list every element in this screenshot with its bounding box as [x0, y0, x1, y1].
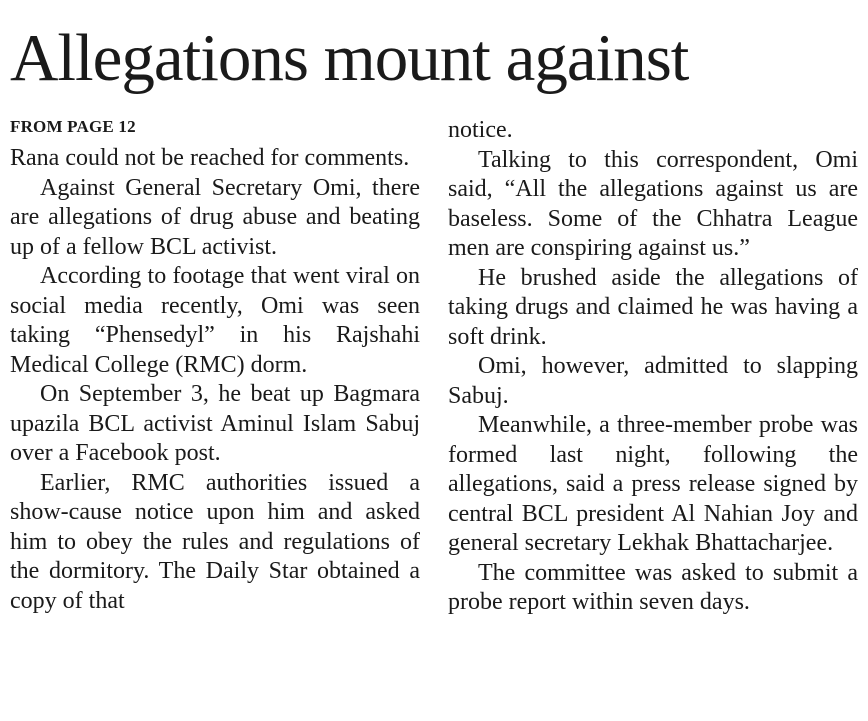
paragraph: notice.	[448, 117, 513, 143]
paragraph: On September 3, he beat up Bagmara upazila BCL activist Aminul Islam Sabuj over a Facebook post.	[10, 381, 420, 466]
paragraph: Meanwhile, a three-member probe was formed last night, following the allegations, said a press release signed by central BCL president Al Nahian Joy and general secretary Lekhak Bhattacharjee.	[448, 412, 858, 556]
paragraph: Earlier, RMC authorities issued a show-cause notice upon him and asked him to obey the rules and regulations of the dormitory. The Daily Star obtained a copy of that	[10, 469, 420, 614]
article-column-right	[448, 116, 858, 618]
paragraph: Talking to this correspondent, Omi said, “All the allegations against us are baseless. Some of the Chhatra League men are conspiring against us.”	[448, 146, 858, 261]
paragraph: Rana could not be reached for comments.	[10, 145, 410, 171]
jump-label: FROM PAGE 12	[10, 117, 136, 136]
paragraph: Against General Secretary Omi, there are allegations of drug abuse and beating up of a fellow BCL activist.	[10, 174, 420, 260]
headline: Allegations mount against	[10, 21, 689, 95]
paragraph: The committee was asked to submit a probe report within seven days.	[448, 559, 858, 615]
paragraph: He brushed aside the allegations of taking drugs and claimed he was having a soft drink.	[448, 264, 858, 350]
article-column-left	[10, 114, 420, 616]
paragraph: Omi, however, admitted to slapping Sabuj.	[448, 353, 858, 409]
paragraph: According to footage that went viral on social media recently, Omi was seen taking “Phensedyl” in his Rajshahi Medical College (RMC) dorm.	[10, 263, 420, 378]
